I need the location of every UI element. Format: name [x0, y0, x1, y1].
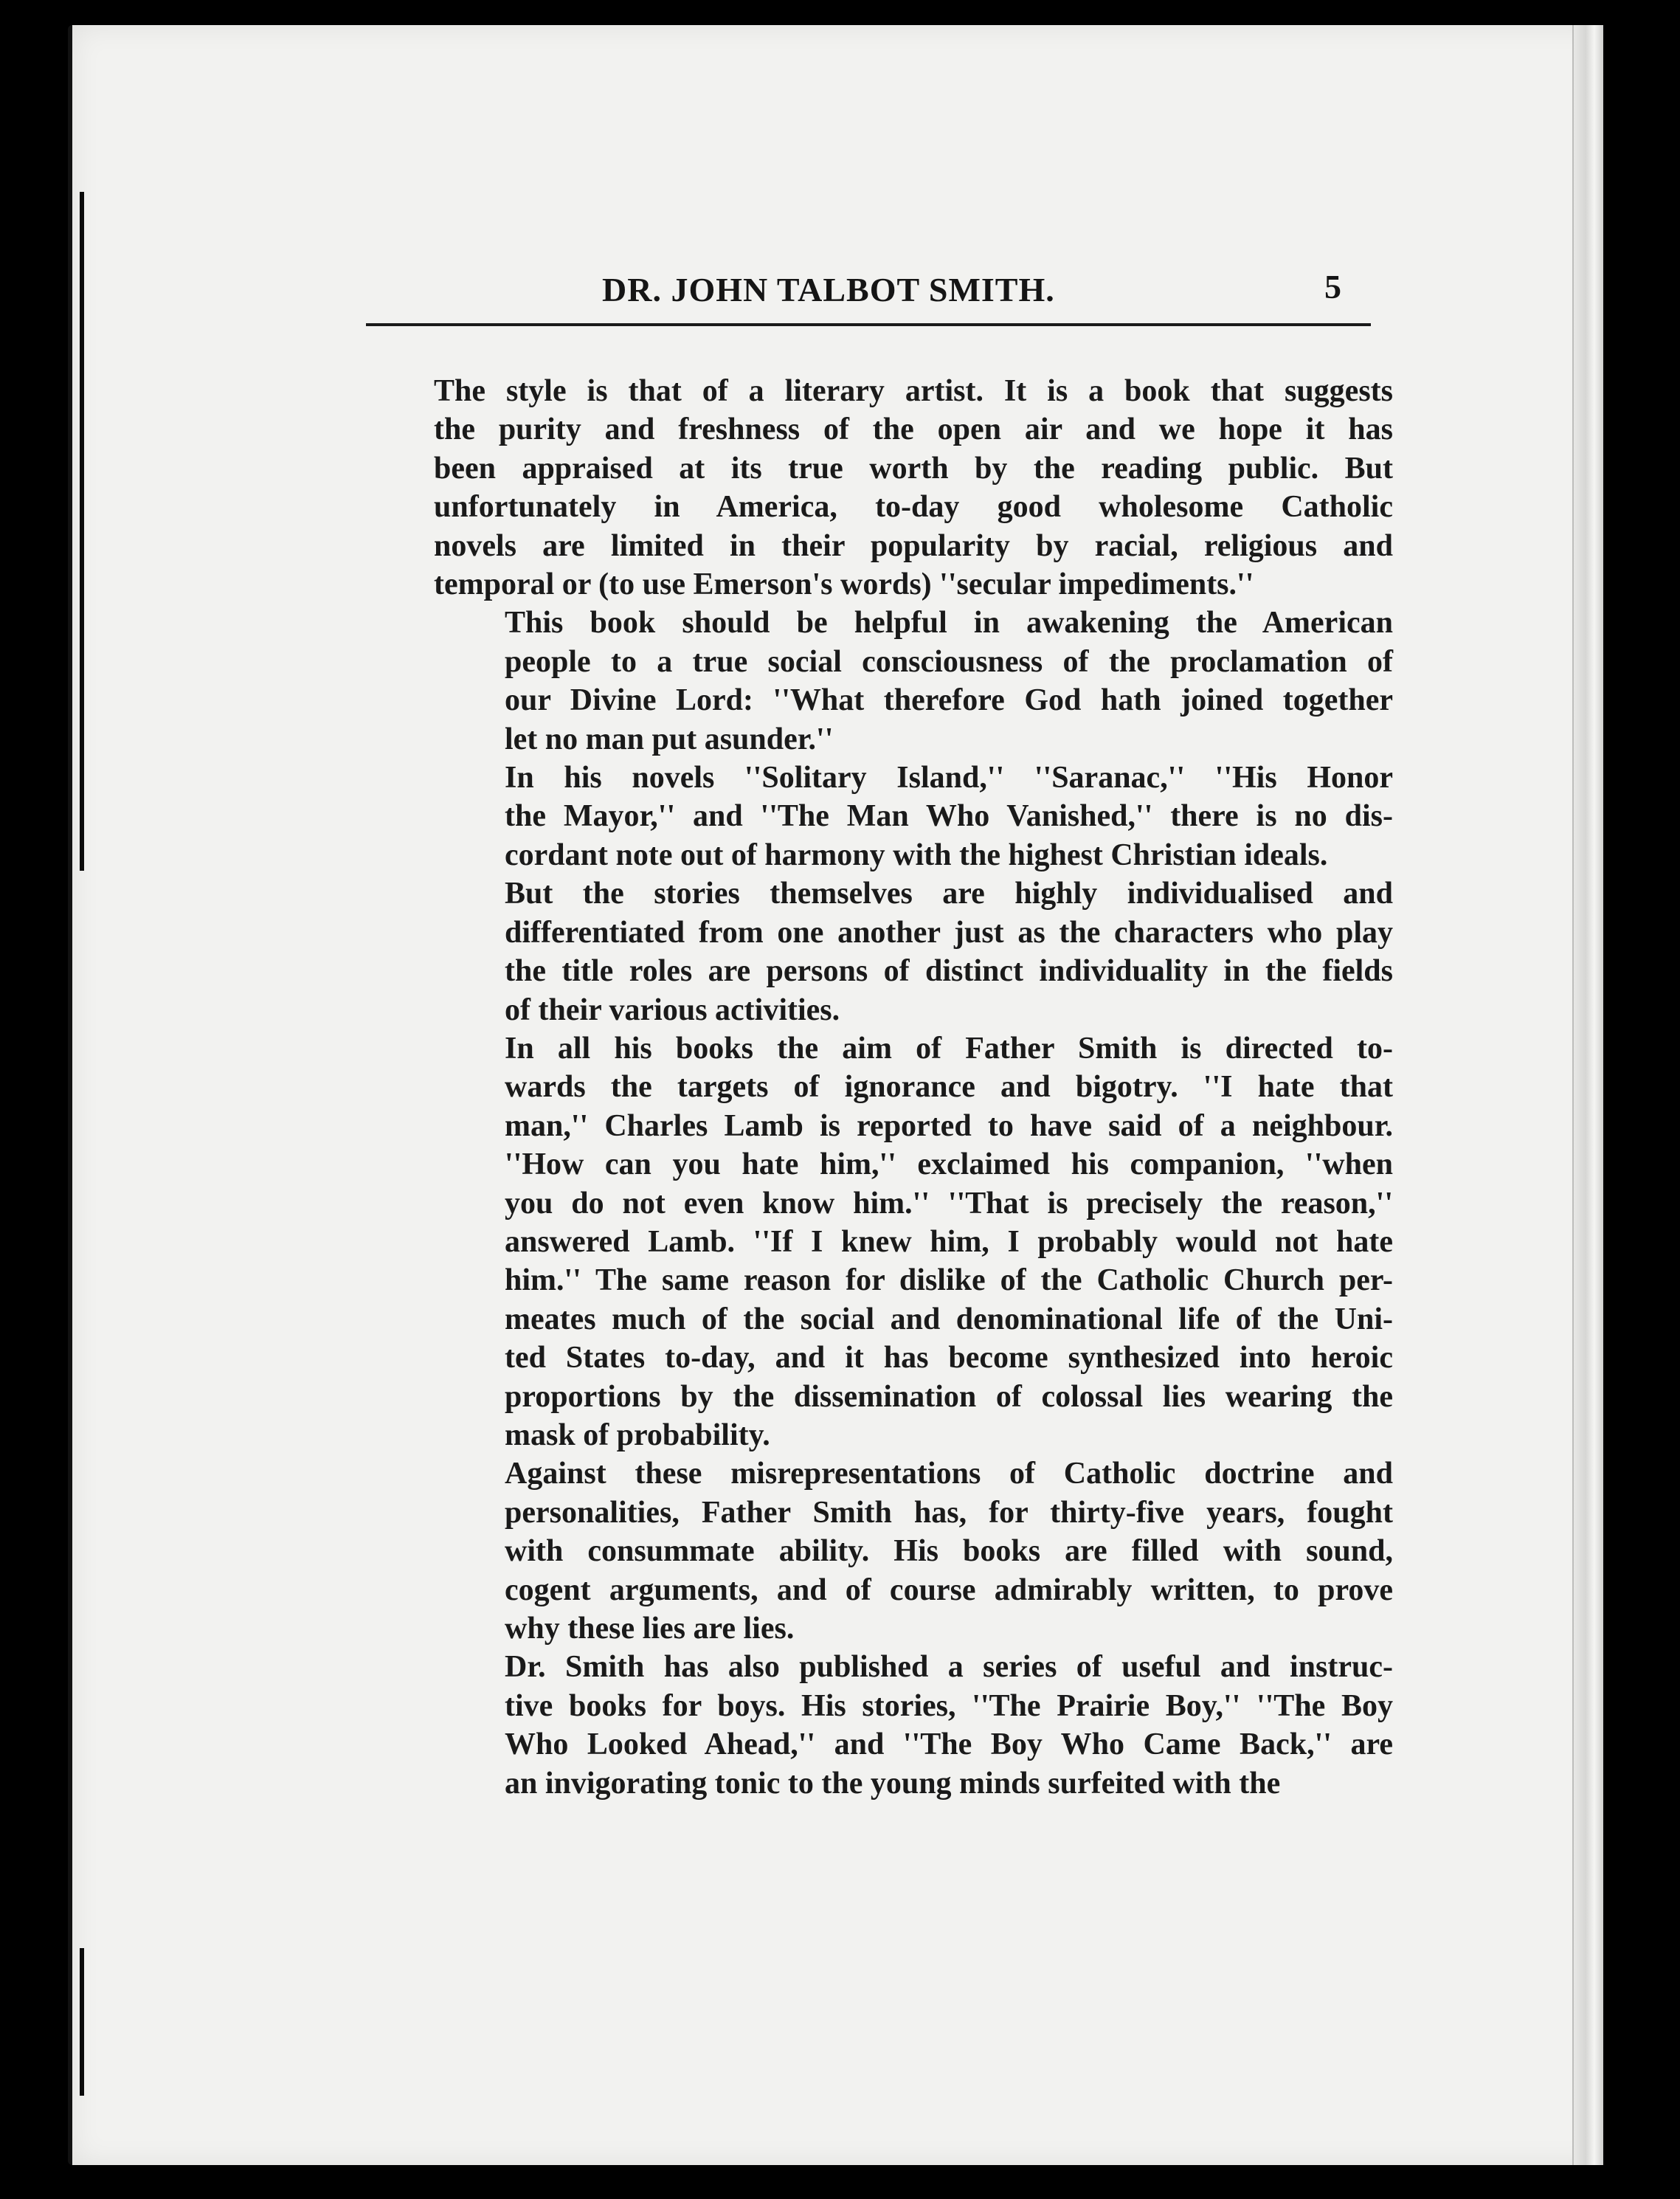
page-edge: [1572, 25, 1603, 2165]
text-line: ted States to-day, and it has become synthesized into heroic: [505, 1341, 1393, 1375]
text-line: personalities, Father Smith has, for thirty-five years, fought: [505, 1495, 1393, 1530]
text-line: Who Looked Ahead,'' and ''The Boy Who Came Back,'' are: [505, 1727, 1393, 1762]
text-line: the Mayor,'' and ''The Man Who Vanished,'' there is no dis-: [505, 799, 1393, 834]
text-line: answered Lamb. ''If I knew him, I probably would not hate: [505, 1224, 1393, 1259]
text-line: ''How can you hate him,'' exclaimed his companion, ''when: [505, 1147, 1393, 1182]
text-line: meates much of the social and denominational life of the Uni-: [505, 1302, 1393, 1336]
text-line: unfortunately in America, to-day good wholesome Catholic: [434, 490, 1393, 525]
page-number: 5: [1324, 268, 1341, 305]
book-page: [68, 25, 1603, 2165]
paragraph: [434, 604, 1393, 759]
text-line: proportions by the dissemination of colossal lies wearing the: [505, 1379, 1393, 1414]
text-line: This book should be helpful in awakening the American: [505, 606, 1393, 641]
text-line: novels are limited in their popularity by racial, religious and: [434, 528, 1393, 563]
text-line: why these lies are lies.: [505, 1612, 795, 1646]
text-line: mask of probability.: [505, 1418, 770, 1452]
text-line: man,'' Charles Lamb is reported to have said of a neighbour.: [505, 1108, 1393, 1143]
text-line: In his novels ''Solitary Island,'' ''Saranac,'' ''His Honor: [505, 761, 1393, 795]
binding-shadow: [80, 1948, 84, 2096]
text-line: differentiated from one another just as the characters who play: [505, 915, 1393, 950]
text-line: But the stories themselves are highly individualised and: [505, 877, 1393, 911]
paragraph: [434, 1454, 1393, 1648]
text-line: cordant note out of harmony with the highest Christian ideals.: [505, 838, 1328, 872]
running-head: [366, 270, 1371, 336]
text-line: the title roles are persons of distinct individuality in the fields: [505, 954, 1393, 989]
text-line: let no man put asunder.'': [505, 722, 834, 756]
paragraph: [434, 372, 1393, 604]
paragraph: [434, 759, 1393, 874]
header-rule: [366, 323, 1371, 326]
paragraph: [434, 1029, 1393, 1454]
text-line: an invigorating tonic to the young minds surfeited with the: [505, 1766, 1281, 1801]
paragraph: [434, 1648, 1393, 1803]
text-line: people to a true social consciousness of the proclamation of: [505, 644, 1393, 679]
text-line: temporal or (to use Emerson's words) ''secular impediments.'': [434, 567, 1254, 602]
text-line: tive books for boys. His stories, ''The Prairie Boy,'' ''The Boy: [505, 1688, 1393, 1723]
text-line: Dr. Smith has also published a series of useful and instruc-: [505, 1650, 1393, 1685]
text-line: with consummate ability. His books are filled with sound,: [505, 1534, 1393, 1569]
paragraph: [434, 874, 1393, 1029]
running-head-title: DR. JOHN TALBOT SMITH.: [602, 271, 1055, 308]
text-line: been appraised at its true worth by the reading public. But: [434, 451, 1393, 486]
text-line: cogent arguments, and of course admirably written, to prove: [505, 1573, 1393, 1607]
text-line: our Divine Lord: ''What therefore God hath joined together: [505, 683, 1393, 718]
text-line: him.'' The same reason for dislike of the Catholic Church per-: [505, 1263, 1393, 1298]
text-line: you do not even know him.'' ''That is precisely the reason,'': [505, 1186, 1393, 1221]
text-line: of their various activities.: [505, 993, 840, 1027]
binding-shadow: [80, 192, 84, 871]
text-line: wards the targets of ignorance and bigotry. ''I hate that: [505, 1070, 1393, 1105]
text-line: the purity and freshness of the open air and we hope it has: [434, 412, 1393, 447]
text-line: The style is that of a literary artist. It is a book that suggests: [434, 374, 1393, 408]
text-line: In all his books the aim of Father Smith is directed to-: [505, 1031, 1393, 1066]
body-text: [434, 372, 1393, 1803]
text-line: Against these misrepresentations of Catholic doctrine and: [505, 1457, 1393, 1491]
